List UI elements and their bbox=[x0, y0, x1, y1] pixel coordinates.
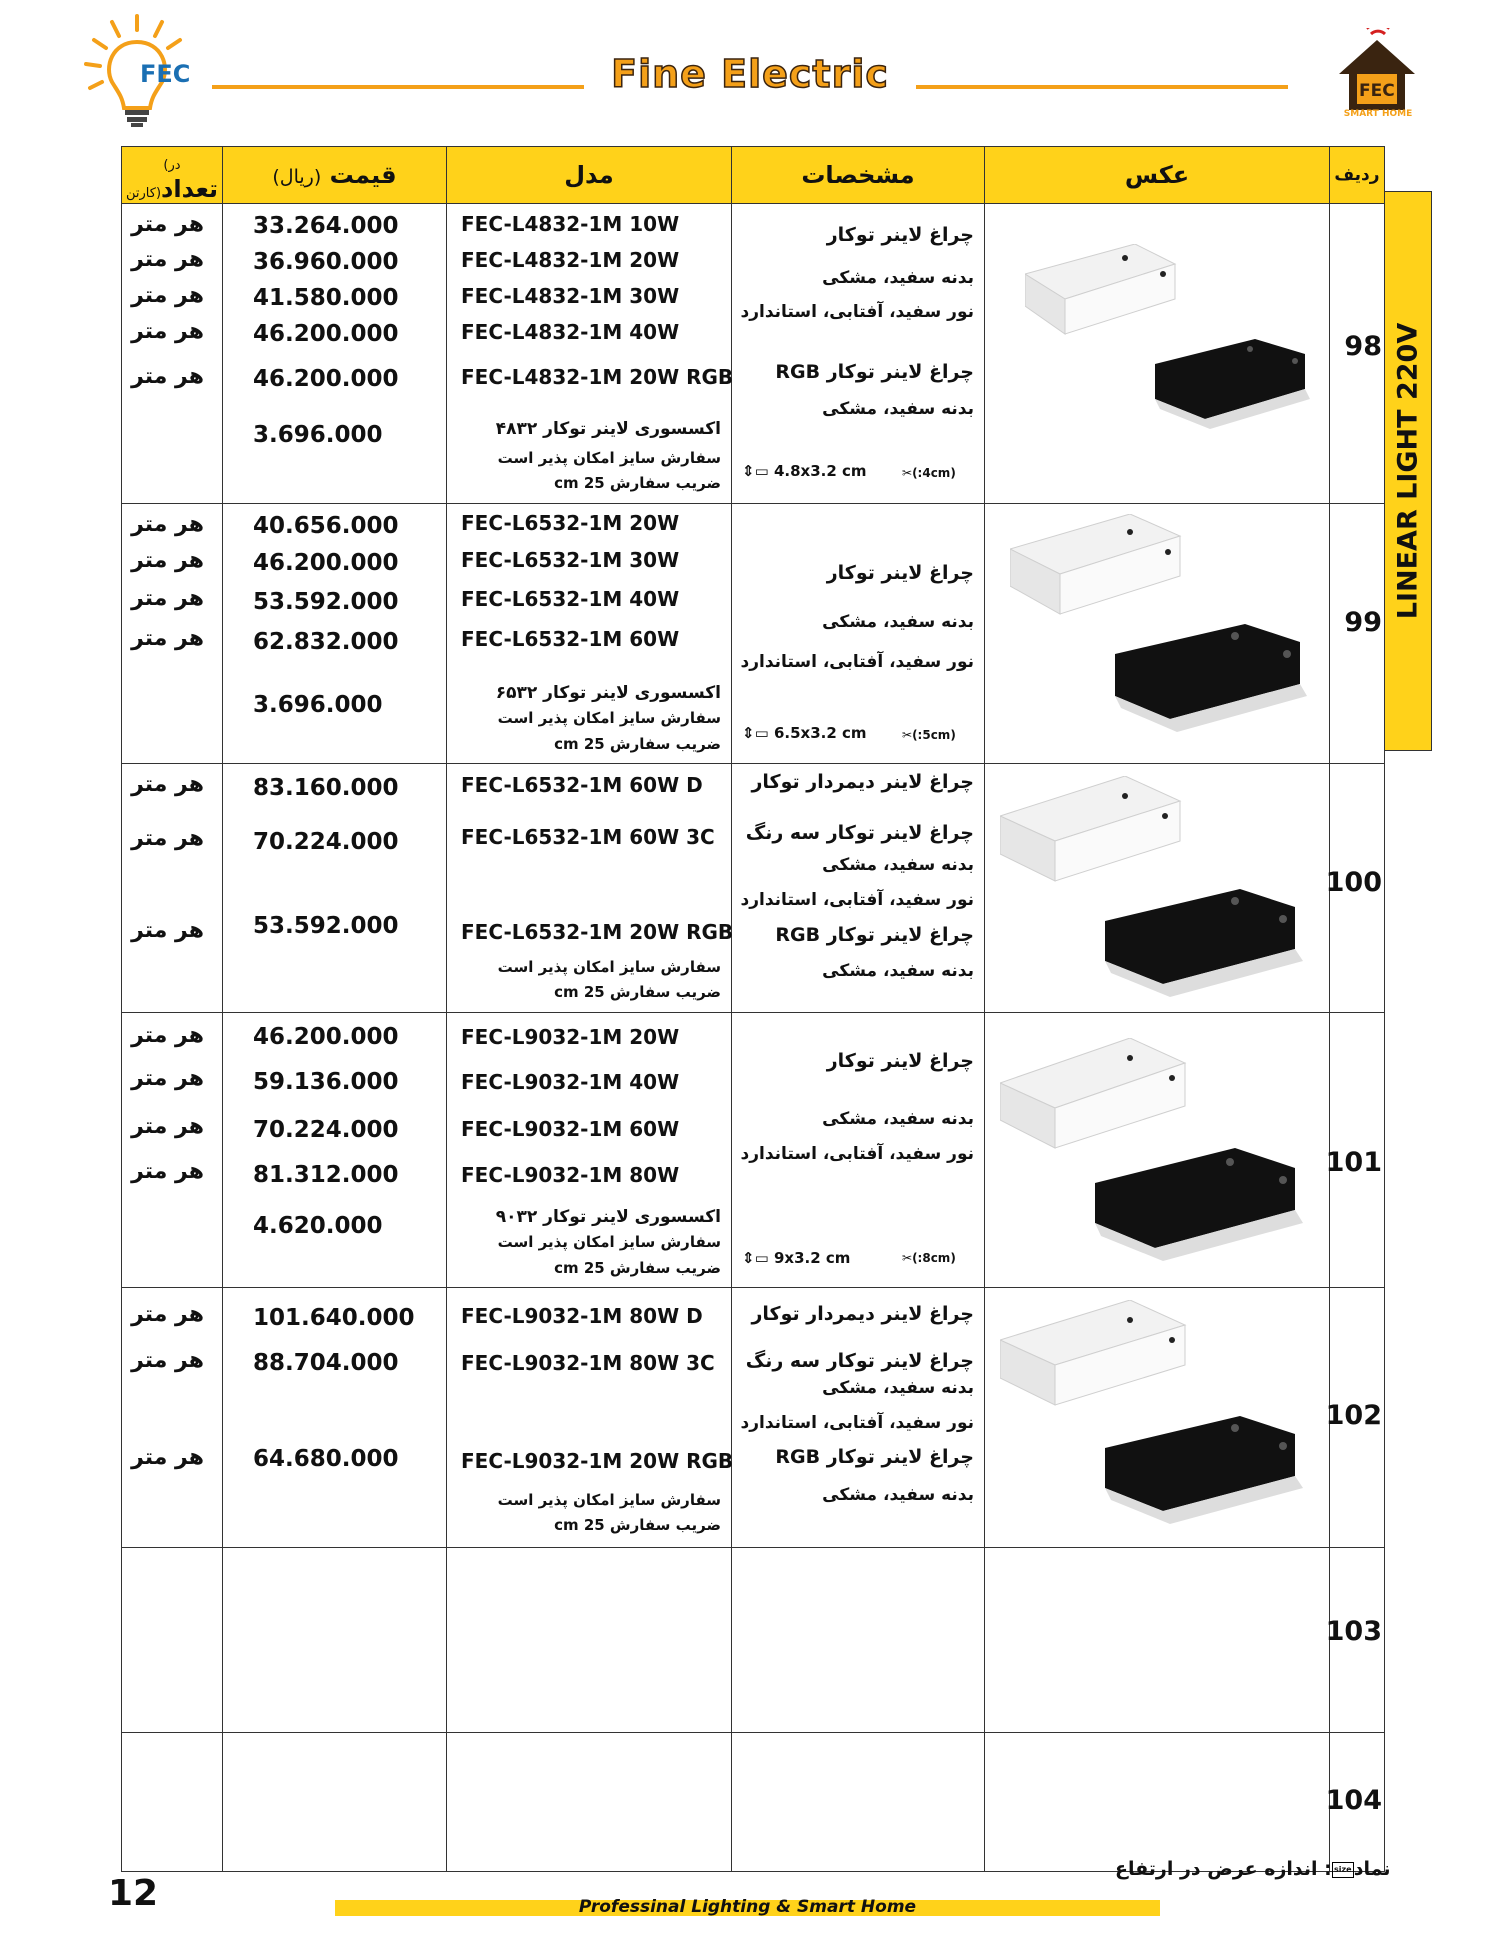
col-spec: مشخصات bbox=[732, 147, 985, 204]
col-qty: (در کارتن)تعداد bbox=[122, 147, 223, 204]
table-row bbox=[122, 1733, 1385, 1872]
price-cell: 83.160.000 70.224.000 53.592.000 bbox=[223, 764, 447, 1013]
row-number-cell: 101 bbox=[1330, 1013, 1385, 1288]
lamp-white-image bbox=[1000, 1038, 1200, 1153]
lamp-black-image bbox=[1155, 339, 1315, 429]
photo-cell bbox=[985, 764, 1330, 1013]
lamp-black-image bbox=[1115, 624, 1315, 734]
size-icon: ⇕▭ bbox=[742, 1249, 769, 1267]
col-price: قیمت (ریال) bbox=[223, 147, 447, 204]
photo-cell bbox=[985, 1013, 1330, 1288]
cutout-icon: ✂ bbox=[902, 466, 913, 480]
table-row bbox=[122, 204, 1385, 504]
spec-cell: چراغ لاینر دیمردار توکار چراغ لاینر توکار سه رنگ بدنه سفید، مشکی نور سفید، آفتابی، استاندارد چراغ لاینر توکار RGB بدنه سفید، مشکی bbox=[732, 1288, 985, 1548]
header-rule-left bbox=[212, 85, 584, 89]
col-model: مدل bbox=[447, 147, 732, 204]
table-row bbox=[122, 1013, 1385, 1288]
model-cell: FEC-L9032-1M 20W FEC-L9032-1M 40W FEC-L9032-1M 60W FEC-L9032-1M 80W اکسسوری لاینر توکار ۹۰۳۲ سفارش سایز امکان پذیر است ضریب سفارش 25 cm bbox=[447, 1013, 732, 1288]
row-number-cell: 98 bbox=[1330, 204, 1385, 504]
row-number-cell: 102 bbox=[1330, 1288, 1385, 1548]
lamp-black-image bbox=[1105, 889, 1315, 999]
price-cell: 101.640.000 88.704.000 64.680.000 bbox=[223, 1288, 447, 1548]
lamp-white-image bbox=[1000, 776, 1200, 886]
model-cell: FEC-L9032-1M 80W D FEC-L9032-1M 80W 3C FEC-L9032-1M 20W RGB سفارش سایز امکان پذیر است ضریب سفارش 25 cm bbox=[447, 1288, 732, 1548]
price-cell: 40.656.000 46.200.000 53.592.000 62.832.000 3.696.000 bbox=[223, 504, 447, 764]
photo-cell bbox=[985, 204, 1330, 504]
footer-tagline: Professinal Lighting & Smart Home bbox=[578, 1897, 917, 1917]
col-row: ردیف bbox=[1330, 147, 1385, 204]
svg-text:FEC: FEC bbox=[140, 60, 191, 88]
page-number: 12 bbox=[108, 1873, 159, 1914]
cutout-icon: ✂ bbox=[902, 1251, 913, 1265]
lamp-black-image bbox=[1105, 1416, 1315, 1526]
spec-cell: چراغ لاینر توکار بدنه سفید، مشکی نور سفید، آفتابی، استاندارد ⇕▭ 6.5x3.2 cm ✂(:5cm) bbox=[732, 504, 985, 764]
fec-logo bbox=[82, 12, 192, 127]
header-rule-right bbox=[916, 85, 1288, 89]
smart-home-caption: SMART HOME bbox=[1343, 109, 1413, 119]
table-row bbox=[122, 764, 1385, 1013]
cutout-icon: ✂ bbox=[902, 728, 913, 742]
table-header-row bbox=[122, 147, 1385, 204]
lamp-black-image bbox=[1095, 1148, 1315, 1263]
lamp-white-image bbox=[1000, 1300, 1200, 1410]
price-table bbox=[121, 146, 1385, 1872]
model-cell: FEC-L4832-1M 10W FEC-L4832-1M 20W FEC-L4832-1M 30W FEC-L4832-1M 40W FEC-L4832-1M 20W RGB اکسسوری لاینر توکار ۴۸۳۲ سفارش سایز امکان پذیر است ضریب سفارش 25 cm bbox=[447, 204, 732, 504]
table-row bbox=[122, 504, 1385, 764]
size-icon: size bbox=[1332, 1862, 1354, 1878]
qty-cell: هر متر هر متر هر متر هر متر bbox=[122, 1013, 223, 1288]
row-number-cell: 100 bbox=[1330, 764, 1385, 1013]
model-cell: FEC-L6532-1M 60W D FEC-L6532-1M 60W 3C FEC-L6532-1M 20W RGB سفارش سایز امکان پذیر است ضریب سفارش 25 cm bbox=[447, 764, 732, 1013]
photo-cell bbox=[985, 1288, 1330, 1548]
price-cell: 46.200.000 59.136.000 70.224.000 81.312.000 4.620.000 bbox=[223, 1013, 447, 1288]
svg-text:FEC: FEC bbox=[1359, 81, 1395, 101]
row-number-cell: 99 bbox=[1330, 504, 1385, 764]
lamp-white-image bbox=[1010, 514, 1200, 619]
col-photo: عکس bbox=[985, 147, 1330, 204]
table-row bbox=[122, 1288, 1385, 1548]
price-cell: 33.264.000 36.960.000 41.580.000 46.200.000 46.200.000 3.696.000 bbox=[223, 204, 447, 504]
spec-cell: چراغ لاینر دیمردار توکار چراغ لاینر توکار سه رنگ بدنه سفید، مشکی نور سفید، آفتابی، استاندارد چراغ لاینر توکار RGB بدنه سفید، مشکی bbox=[732, 764, 985, 1013]
qty-cell: هر متر هر متر هر متر bbox=[122, 1288, 223, 1548]
lamp-white-image bbox=[1025, 244, 1195, 339]
size-icon: ⇕▭ bbox=[742, 724, 769, 742]
brand-title: Fine Electric bbox=[611, 52, 889, 96]
spec-cell: چراغ لاینر توکار بدنه سفید، مشکی نور سفید، آفتابی، استاندارد چراغ لاینر توکار RGB بدنه سفید، مشکی ⇕▭ 4.8x3.2 cm ✂(:4cm) bbox=[732, 204, 985, 504]
row-number-cell: 103 bbox=[1330, 1548, 1385, 1733]
photo-cell bbox=[985, 504, 1330, 764]
row-number-cell: 104 bbox=[1330, 1733, 1385, 1872]
size-icon: ⇕▭ bbox=[742, 462, 769, 480]
qty-cell: هر متر هر متر هر متر هر متر bbox=[122, 504, 223, 764]
size-legend: نمادsize: اندازه عرض در ارتفاع bbox=[1115, 1858, 1391, 1880]
qty-cell: هر متر هر متر هر متر هر متر هر متر bbox=[122, 204, 223, 504]
model-cell: FEC-L6532-1M 20W FEC-L6532-1M 30W FEC-L6532-1M 40W FEC-L6532-1M 60W اکسسوری لاینر توکار ۶۵۳۲ سفارش سایز امکان پذیر است ضریب سفارش 25 cm bbox=[447, 504, 732, 764]
qty-cell: هر متر هر متر هر متر bbox=[122, 764, 223, 1013]
category-side-tab: LINEAR LIGHT 220V bbox=[1384, 191, 1432, 751]
table-row bbox=[122, 1548, 1385, 1733]
spec-cell: چراغ لاینر توکار بدنه سفید، مشکی نور سفید، آفتابی، استاندارد ⇕▭ 9x3.2 cm ✂(:8cm) bbox=[732, 1013, 985, 1288]
